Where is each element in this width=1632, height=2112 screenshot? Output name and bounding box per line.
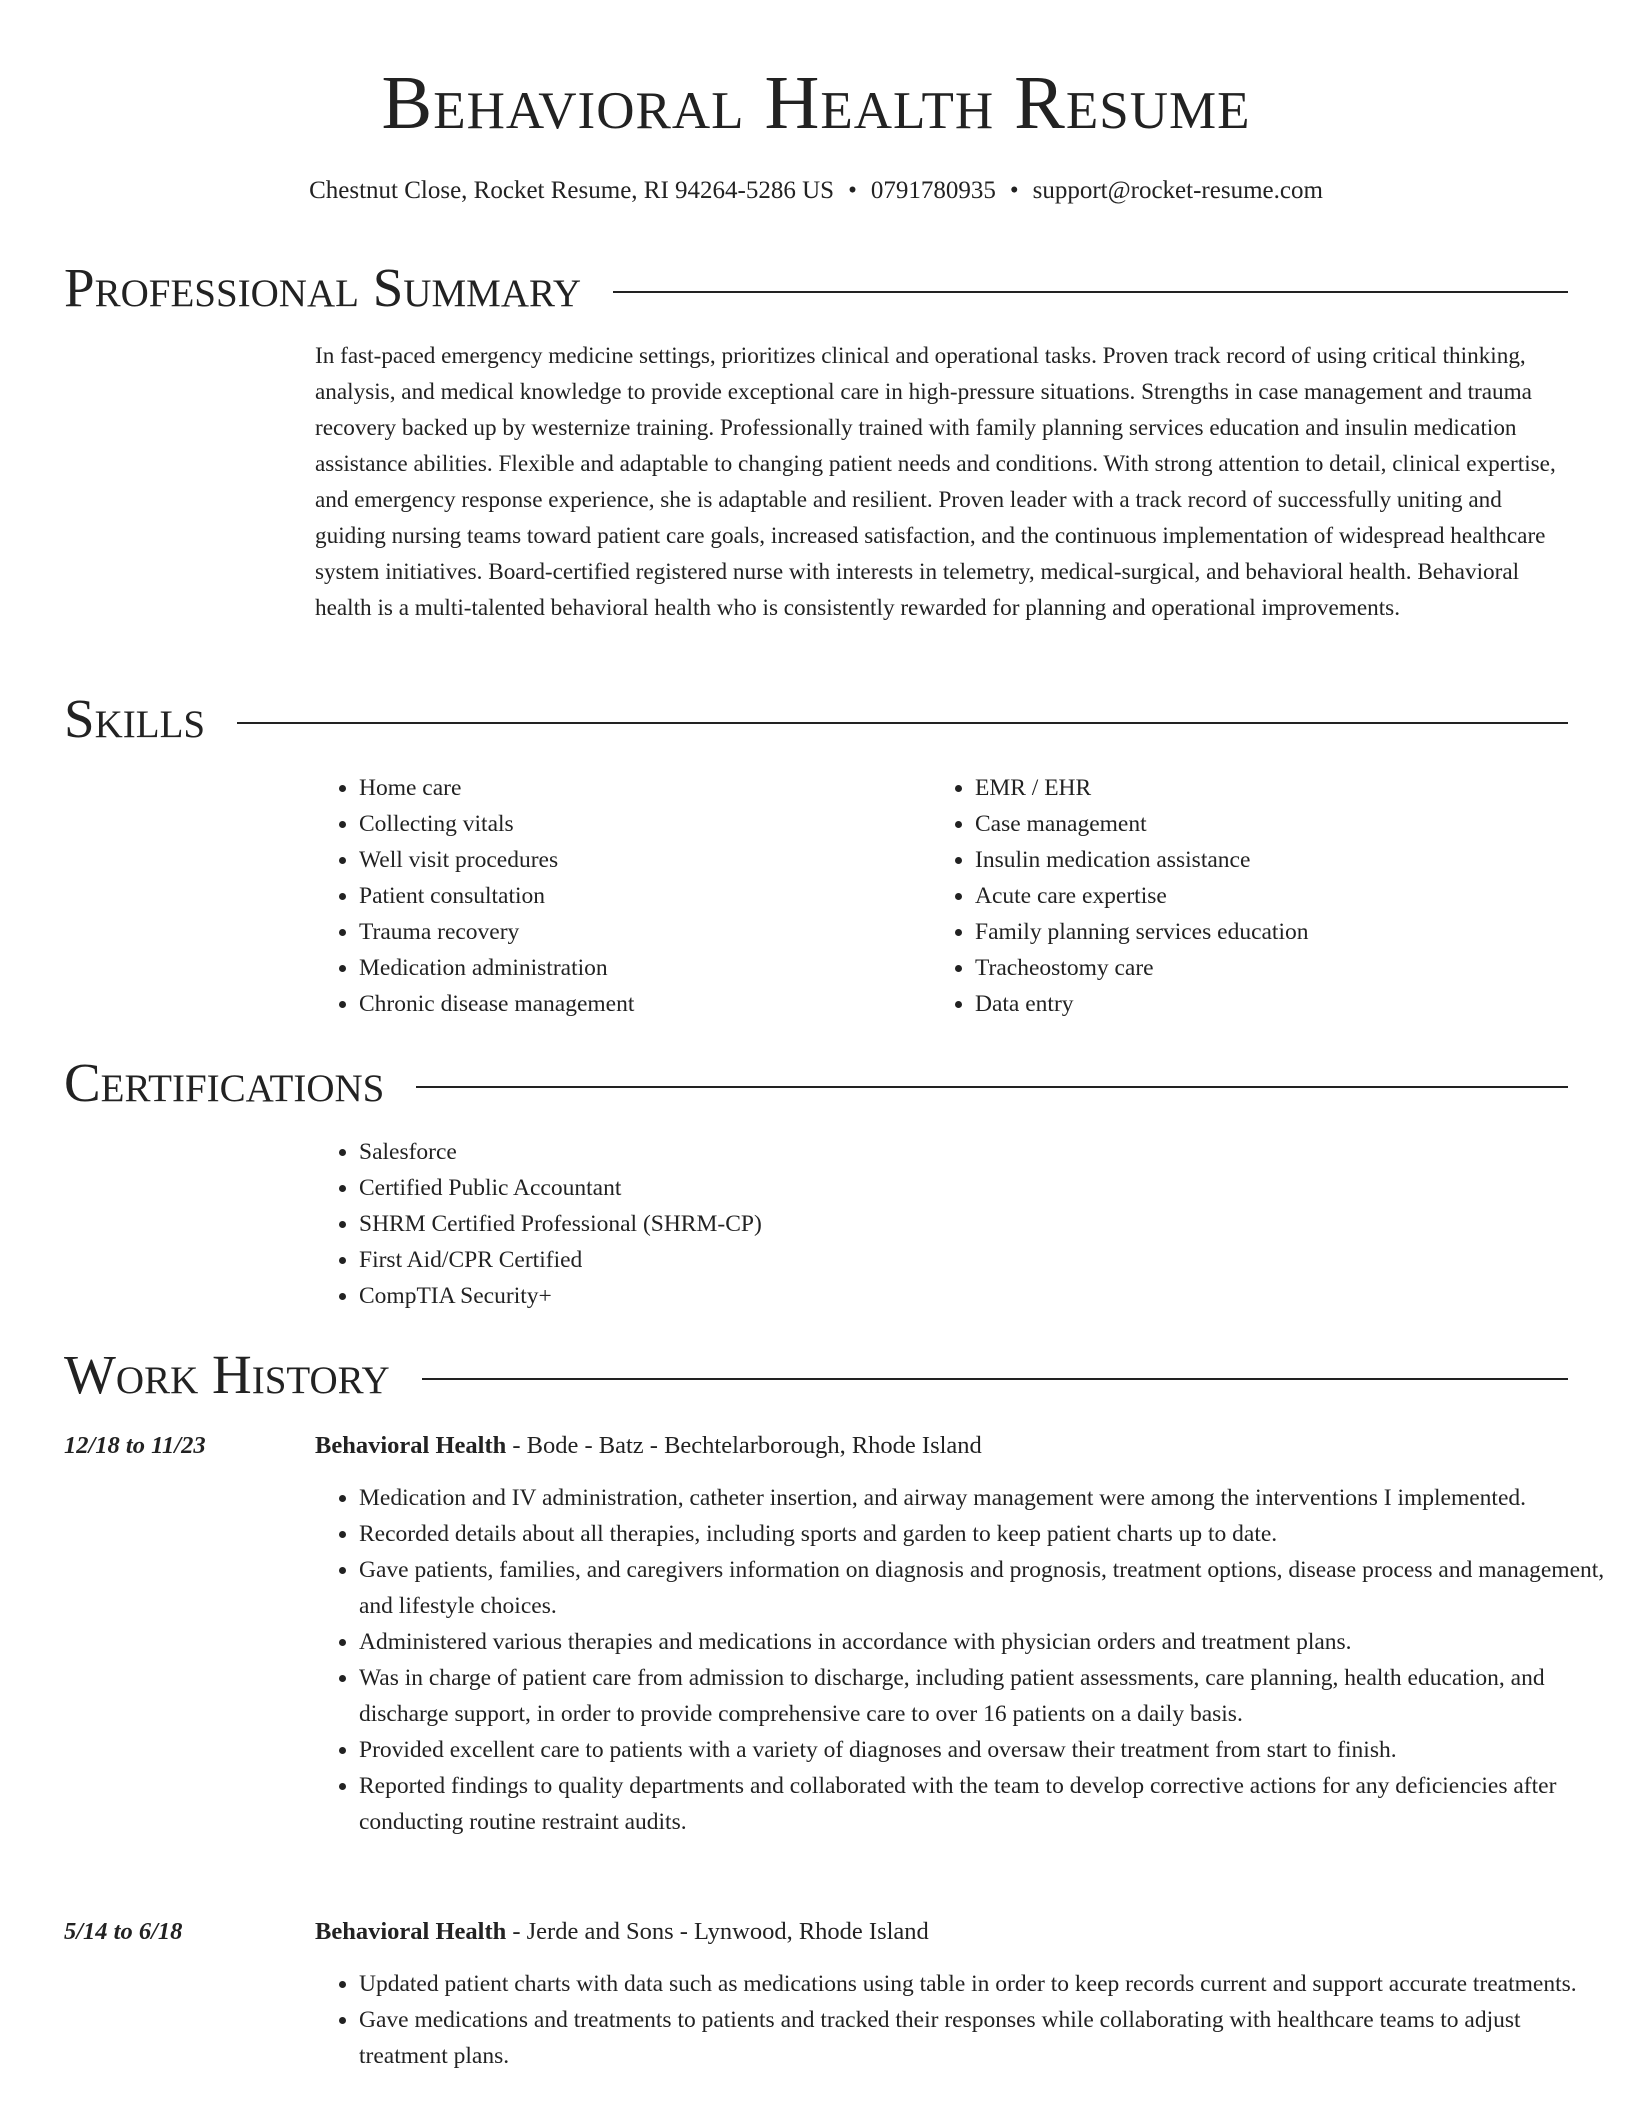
certification-item: • SHRM Certified Professional (SHRM-CP) [359, 1206, 1259, 1242]
job-bullet: • Reported findings to quality departments and collaborated with the team to develop corrective actions for any deficiencies after conducting routine restraint audits. [359, 1768, 1612, 1840]
contact-phone: 0791780935 [870, 177, 996, 204]
summary-heading: Professional Summary [64, 257, 582, 318]
skills-list-right [931, 770, 1595, 1022]
job-header [315, 1428, 982, 1464]
skill-item: • Trauma recovery [359, 914, 919, 950]
section-divider [613, 291, 1568, 293]
job-title: Behavioral Health [315, 1432, 507, 1459]
job-title: Behavioral Health [315, 1918, 507, 1945]
job-bullet: • Was in charge of patient care from admission to discharge, including patient assessments, care planning, health education, and discharge support, in order to provide comprehensive care to over 16 patients on a daily basis. [359, 1660, 1612, 1732]
certifications-heading: Certifications [64, 1052, 385, 1113]
skill-item: • Collecting vitals [359, 806, 919, 842]
contact-separator: • [848, 177, 857, 204]
resume-title: Behavioral Health Resume [381, 61, 1251, 145]
job-bullet: • Provided excellent care to patients with a variety of diagnoses and oversaw their treatment from start to finish. [359, 1732, 1612, 1768]
certification-item: • Certified Public Accountant [359, 1170, 1259, 1206]
certification-item: • First Aid/CPR Certified [359, 1242, 1259, 1278]
skill-item: • EMR / EHR [975, 770, 1595, 806]
skills-heading: Skills [64, 688, 206, 749]
skill-item: • Case management [975, 806, 1595, 842]
job-bullets [315, 1966, 1612, 2074]
job-bullet: • Gave patients, families, and caregivers information on diagnosis and prognosis, treatment options, disease process and management, and lifestyle choices. [359, 1552, 1612, 1624]
summary-text: In fast-paced emergency medicine settings, prioritizes clinical and operational tasks. Proven track record of using critical thinking, analysis, and medical knowledge to provide exceptional care in high-pressure situations. Strengths in case management and trauma recovery backed up by westernize training. Professionally trained with family planning services education and insulin medication assistance abilities. Flexible and adaptable to changing patient needs and conditions. With strong attention to detail, clinical expertise, and emergency response experience, she is adaptable and resilient. Proven leader with a track record of successfully uniting and guiding nursing teams toward patient care goals, increased satisfaction, and the continuous implementation of widespread healthcare system initiatives. Board-certified registered nurse with interests in telemetry, medical-surgical, and behavioral health. Behavioral health is a multi-talented behavioral health who is consistently rewarded for planning and operational improvements. [315, 343, 1556, 621]
summary-section-header [64, 258, 1568, 318]
job-bullet: • Administered various therapies and medications in accordance with physician orders and treatment plans. [359, 1624, 1612, 1660]
contact-address: Chestnut Close, Rocket Resume, RI 94264-5286 US [309, 177, 835, 204]
skills-list-left [315, 770, 919, 1022]
certifications-section-header [64, 1053, 1568, 1113]
section-divider [237, 722, 1568, 724]
skill-item: • Home care [359, 770, 919, 806]
skill-item: • Family planning services education [975, 914, 1595, 950]
skill-item: • Insulin medication assistance [975, 842, 1595, 878]
skill-item: • Chronic disease management [359, 986, 919, 1022]
certification-item: • Salesforce [359, 1134, 1259, 1170]
job-bullet: • Gave medications and treatments to patients and tracked their responses while collaborating with healthcare teams to adjust treatment plans. [359, 2002, 1612, 2074]
certification-item: • CompTIA Security+ [359, 1278, 1259, 1314]
contact-email[interactable]: support@rocket-resume.com [1032, 177, 1323, 204]
skill-item: • Acute care expertise [975, 878, 1595, 914]
contact-separator: • [1009, 177, 1019, 204]
section-divider [422, 1378, 1568, 1380]
job-bullet: • Recorded details about all therapies, including sports and garden to keep patient charts up to date. [359, 1516, 1612, 1552]
job-employer-location: - Bode - Batz - Bechtelarborough, Rhode Island [506, 1432, 982, 1459]
work-section-header [64, 1345, 1568, 1405]
skill-item: • Well visit procedures [359, 842, 919, 878]
skill-item: • Medication administration [359, 950, 919, 986]
skill-item: • Data entry [975, 986, 1595, 1022]
job-bullets [315, 1480, 1612, 1840]
job-bullet: • Updated patient charts with data such as medications using table in order to keep records current and support accurate treatments. [359, 1966, 1612, 2002]
work-heading: Work History [64, 1344, 390, 1405]
contact-line [0, 175, 1632, 207]
skill-item: • Patient consultation [359, 878, 919, 914]
job-dates: 5/14 to 6/18 [64, 1918, 183, 1945]
job-employer-location: - Jerde and Sons - Lynwood, Rhode Island [506, 1918, 929, 1945]
skills-section-header [64, 689, 1568, 749]
job-dates: 12/18 to 11/23 [64, 1432, 206, 1459]
job-header [315, 1914, 929, 1950]
certifications-list [315, 1134, 1259, 1314]
skill-item: • Tracheostomy care [975, 950, 1595, 986]
section-divider [416, 1086, 1568, 1088]
job-bullet: • Medication and IV administration, catheter insertion, and airway management were among the interventions I implemented. [359, 1480, 1612, 1516]
